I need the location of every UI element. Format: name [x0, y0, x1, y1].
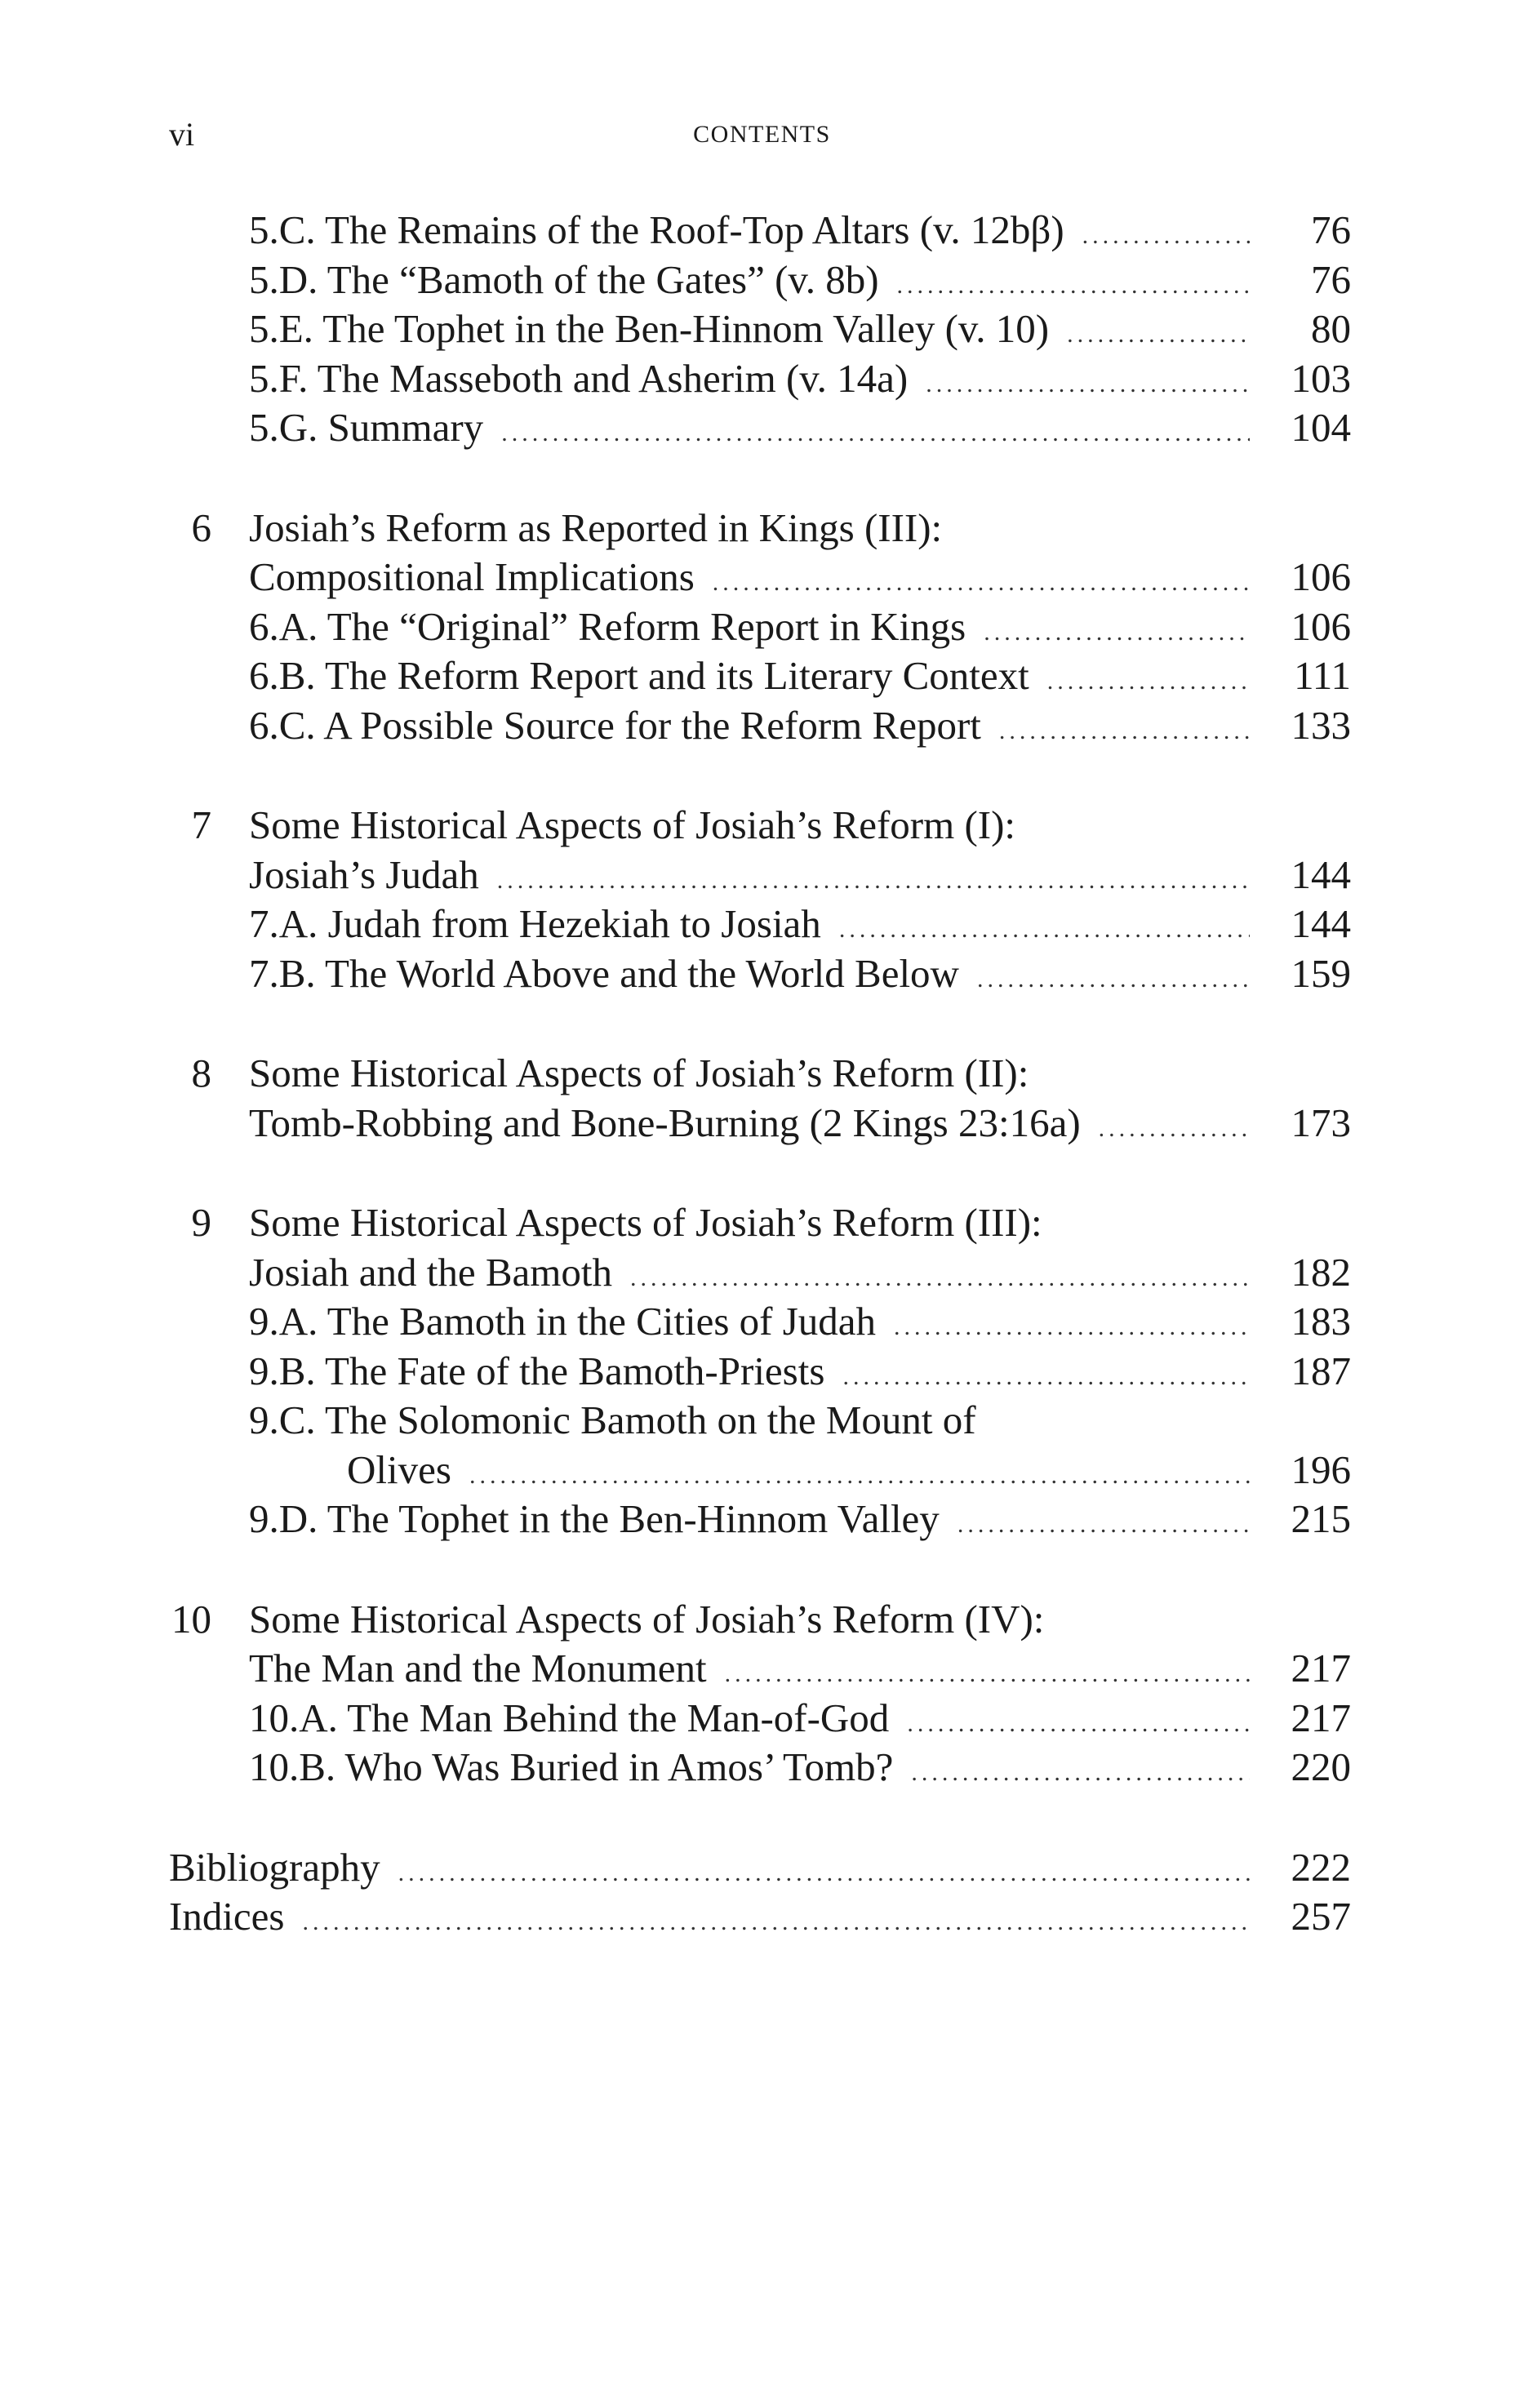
chapter-number: 10 — [171, 1596, 211, 1642]
chapter-title: Some Historical Aspects of Josiah’s Reform (IV): — [249, 1596, 1045, 1642]
dot-leader — [977, 955, 1250, 1005]
toc-entry-label: 6.A. The “Original” Reform Report in Kings — [249, 603, 966, 649]
toc-chapter-5-continuation — [169, 206, 1351, 453]
chapter-title-row[interactable] — [169, 553, 1351, 602]
toc-entry[interactable] — [169, 1495, 1351, 1544]
toc-page-number: 257 — [1291, 1894, 1351, 1939]
toc-entry[interactable] — [169, 354, 1351, 404]
dot-leader — [1067, 310, 1250, 360]
toc-entry-indices[interactable] — [169, 1892, 1351, 1942]
page-header — [0, 114, 1524, 155]
toc-page-number: 144 — [1291, 901, 1351, 946]
toc-chapter-6 — [169, 504, 1351, 751]
dot-leader — [1047, 657, 1250, 707]
toc-page-number: 222 — [1291, 1844, 1351, 1890]
toc-chapter-9 — [169, 1198, 1351, 1544]
toc-page-number: 220 — [1291, 1744, 1351, 1789]
chapter-number: 9 — [191, 1200, 211, 1245]
chapter-title-row[interactable] — [169, 1595, 1351, 1645]
toc-page-number: 173 — [1291, 1100, 1351, 1145]
toc-entry-label: Indices — [169, 1894, 285, 1939]
toc-entry[interactable] — [169, 1396, 1351, 1446]
toc-page-number: 144 — [1291, 851, 1351, 897]
toc-back-matter — [169, 1843, 1351, 1942]
folio-number: vi — [169, 116, 195, 153]
toc-entry-label: 10.B. Who Was Buried in Amos’ Tomb? — [249, 1744, 894, 1789]
dot-leader — [907, 1699, 1250, 1749]
toc-entry[interactable] — [169, 403, 1351, 453]
chapter-title-row[interactable] — [169, 1248, 1351, 1298]
toc-entry-label: 7.B. The World Above and the World Below — [249, 950, 959, 996]
table-of-contents — [169, 206, 1351, 1993]
toc-page-number: 104 — [1291, 405, 1351, 450]
toc-entry-label: 5.G. Summary — [249, 405, 484, 450]
toc-entry[interactable] — [169, 900, 1351, 949]
toc-page-number: 106 — [1291, 603, 1351, 649]
toc-page-number: 106 — [1291, 554, 1351, 599]
toc-page-number: 196 — [1291, 1446, 1351, 1492]
toc-entry-label: 9.C. The Solomonic Bamoth on the Mount of — [249, 1397, 976, 1442]
dot-leader — [497, 856, 1250, 906]
chapter-title: Some Historical Aspects of Josiah’s Reform (I): — [249, 802, 1016, 847]
toc-page-number: 80 — [1311, 306, 1351, 351]
dot-leader — [839, 905, 1250, 955]
chapter-title-row[interactable] — [169, 851, 1351, 900]
toc-page-number: 217 — [1291, 1646, 1351, 1690]
toc-entry-label: 6.B. The Reform Report and its Literary Context — [249, 653, 1029, 698]
chapter-title: Josiah’s Reform as Reported in Kings (III): — [249, 504, 943, 550]
toc-entry-label: 9.D. The Tophet in the Ben-Hinnom Valley — [249, 1496, 940, 1541]
dot-leader — [725, 1650, 1250, 1699]
toc-page-number: 76 — [1311, 207, 1351, 252]
chapter-subtitle: The Man and the Monument — [249, 1646, 707, 1690]
toc-page-number: 187 — [1291, 1348, 1351, 1393]
dot-leader — [999, 707, 1250, 757]
toc-page-number: 133 — [1291, 702, 1351, 748]
toc-entry-label: 9.B. The Fate of the Bamoth-Priests — [249, 1348, 825, 1393]
toc-page-number: 183 — [1291, 1299, 1351, 1344]
dot-leader — [911, 1748, 1250, 1798]
toc-entry[interactable] — [169, 1743, 1351, 1793]
dot-leader — [713, 558, 1250, 608]
running-head: CONTENTS — [693, 121, 831, 148]
chapter-title-row[interactable] — [169, 1198, 1351, 1248]
toc-page-number: 159 — [1291, 950, 1351, 996]
toc-entry[interactable] — [169, 1347, 1351, 1397]
dot-leader — [501, 409, 1250, 459]
toc-entry-label: 5.D. The “Bamoth of the Gates” (v. 8b) — [249, 256, 879, 302]
dot-leader — [303, 1898, 1251, 1948]
chapter-title-row[interactable] — [169, 1099, 1351, 1148]
chapter-title-row[interactable] — [169, 801, 1351, 851]
toc-page-number: 217 — [1291, 1695, 1351, 1740]
toc-entry-bibliography[interactable] — [169, 1843, 1351, 1893]
toc-page-number: 76 — [1311, 256, 1351, 302]
toc-entry-continuation[interactable] — [169, 1446, 1351, 1495]
toc-entry[interactable] — [169, 206, 1351, 255]
toc-entry[interactable] — [169, 304, 1351, 354]
toc-entry-label: 9.A. The Bamoth in the Cities of Judah — [249, 1299, 877, 1344]
chapter-subtitle: Josiah’s Judah — [249, 851, 479, 897]
dot-leader — [842, 1353, 1250, 1402]
toc-entry-label: 5.E. The Tophet in the Ben-Hinnom Valley (v. 10) — [249, 306, 1050, 351]
toc-chapter-7 — [169, 801, 1351, 998]
toc-entry-label: 5.F. The Masseboth and Asherim (v. 14a) — [249, 355, 909, 401]
toc-entry[interactable] — [169, 255, 1351, 305]
toc-entry-label: Olives — [347, 1446, 451, 1492]
toc-entry[interactable] — [169, 949, 1351, 999]
chapter-subtitle: Tomb-Robbing and Bone-Burning (2 Kings 23:16a) — [249, 1100, 1081, 1145]
dot-leader — [897, 261, 1250, 311]
toc-entry-label: 5.C. The Remains of the Roof-Top Altars (v. 12bβ) — [249, 207, 1064, 252]
toc-page-number: 103 — [1291, 355, 1351, 401]
dot-leader — [630, 1254, 1250, 1304]
toc-entry-label: 7.A. Judah from Hezekiah to Josiah — [249, 901, 821, 946]
toc-chapter-10 — [169, 1595, 1351, 1793]
dot-leader — [926, 360, 1250, 410]
toc-page-number: 182 — [1291, 1249, 1351, 1295]
dot-leader — [984, 608, 1250, 658]
toc-entry-label: Bibliography — [169, 1844, 380, 1890]
dot-leader — [957, 1500, 1250, 1550]
toc-entry-label: 6.C. A Possible Source for the Reform Report — [249, 702, 981, 748]
toc-entry[interactable] — [169, 602, 1351, 652]
toc-entry-label: 10.A. The Man Behind the Man-of-God — [249, 1695, 890, 1740]
toc-page-number: 215 — [1291, 1496, 1351, 1541]
toc-entry[interactable] — [169, 701, 1351, 751]
chapter-subtitle: Josiah and the Bamoth — [249, 1249, 613, 1295]
dot-leader — [469, 1451, 1250, 1501]
chapter-title: Some Historical Aspects of Josiah’s Reform (II): — [249, 1051, 1029, 1095]
toc-chapter-8 — [169, 1049, 1351, 1148]
chapter-title-row[interactable] — [169, 504, 1351, 553]
chapter-number: 6 — [191, 504, 211, 550]
dot-leader — [398, 1849, 1250, 1899]
dot-leader — [894, 1303, 1250, 1353]
toc-entry[interactable] — [169, 1694, 1351, 1744]
chapter-title-row[interactable] — [169, 1049, 1351, 1099]
chapter-number: 7 — [191, 802, 211, 847]
chapter-title: Some Historical Aspects of Josiah’s Reform (III): — [249, 1200, 1042, 1245]
chapter-title-row[interactable] — [169, 1644, 1351, 1694]
toc-page-number: 111 — [1294, 653, 1351, 698]
chapter-number: 8 — [191, 1051, 211, 1095]
toc-entry[interactable] — [169, 651, 1351, 701]
dot-leader — [1099, 1104, 1250, 1154]
toc-entry[interactable] — [169, 1297, 1351, 1347]
dot-leader — [1082, 211, 1250, 261]
chapter-subtitle: Compositional Implications — [249, 554, 695, 599]
